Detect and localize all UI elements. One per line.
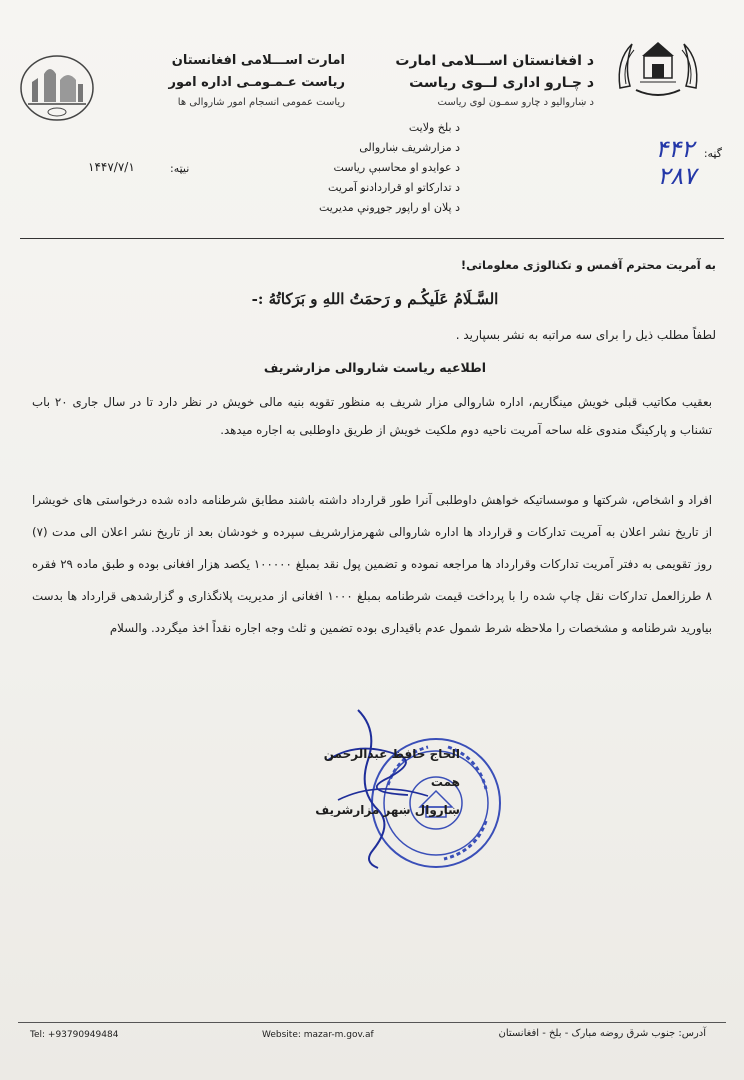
header-pashto-line1: د افغانستان اســـلامی امارت	[395, 53, 594, 69]
addressee: به آمریت محترم آفمس و تکنالوژی معلوماتی!	[460, 258, 716, 272]
emirate-emblem-icon	[610, 30, 706, 102]
footer-address: آدرس: جنوب شرق روضه مبارک - بلخ - افغانستان	[498, 1028, 706, 1039]
recipient-list	[270, 118, 460, 218]
header-divider	[20, 238, 724, 239]
recipient-line: د عوایدو او محاسبې ریاست	[333, 161, 460, 174]
body-paragraph-2: افراد و اشخاص، شرکتها و موسساتیکه خواهش داوطلبی آنرا طور قرارداد داشته باشند مطابق شرطنامه داده شده درخواستی های خویشرا از تاریخ نشر اعلان به آمریت تدارکات و قرارداد ها اداره شاروالی شهرمزارشریف سپرده و خودشان بعد از تاریخ نشر اعلان الی مدت (۷) روز تقویمی به دفتر آمریت تدارکات وقرارداد ها مراجعه نموده و تضمین پول نقد بمبلغ ۱۰۰۰۰۰ یکصد هزار افغانی بوده و طبق ماده ۲۹ فقره ۸ طرزالعمل تدارکات نقل چاپ شده را با پرداخت قیمت شرطنامه بمبلغ ۱۰۰۰ افغانی از مدیریت پلانگذاری و گزارشدهی قرارداد ها بدست بیاورید شرطنامه و مشخصات را ملاحظه شرط شمول عدم باقیداری بوده تضمین و ثلث وجه اجاره نقداً اخذ میگردد. والسلام	[32, 493, 713, 635]
date-label: نیټه:	[170, 162, 190, 175]
header-dari-line1: امارت اســـلامی افغانستان	[171, 53, 345, 68]
publication-request: لطفاً مطلب ذیل را برای سه مراتبه به نشر بسپارید .	[455, 328, 716, 342]
municipality-logo-icon	[18, 52, 96, 124]
body-paragraph-1: بعقیب مکاتیب قبلی خویش مینگاریم، اداره شاروالی مزار شریف به منظور تقویه بنیه مالی خویش در نظر دارد تا در سال جاری ۲۰ باب تشناب و پارکینگ مندوی غله ساحه آمریت ناحیه دوم ملکیت خویش از طریق داوطلبی به اجاره میدهد.	[32, 395, 713, 437]
signatory-name: الحاج حافظ عبدالرحمن همت	[323, 747, 460, 789]
header-dari	[145, 50, 345, 112]
number-value-handwritten: ۴۴۲	[655, 135, 694, 163]
header-pashto	[374, 50, 594, 112]
footer-tel: Tel: +93790949484	[30, 1030, 119, 1040]
number-value-handwritten-2: ۲۸۷	[657, 162, 696, 190]
date-value: ۱۴۴۷/۷/۱	[88, 160, 135, 174]
footer-divider	[18, 1022, 726, 1023]
notice-title: اطلاعیه ریاست شاروالی مزارشریف	[263, 360, 487, 375]
footer-website: Website: mazar-m.gov.af	[262, 1030, 374, 1040]
recipient-line: د تدارکاتو او قراردادنو آمریت	[328, 181, 460, 194]
signatory-title: ښاروال ښهر مزارشریف	[315, 803, 460, 817]
header-pashto-line3: د ښاروالیو د چارو سمـون لوی ریاست	[437, 97, 594, 108]
number-label: گڼه:	[703, 147, 722, 160]
recipient-line: د پلان او راپور جوړونې مدیریت	[318, 201, 460, 214]
salutation: السَّـلَامُ عَلَیکُـم و رَحمَتُ اللهِ و بَرَکاتُهُ :-	[251, 290, 499, 308]
header-dari-line3: ریاست عمومی انسجام امور شاروالی ها	[177, 97, 345, 108]
header-pashto-line2: د چـارو اداری لــوی ریاست	[409, 75, 594, 91]
signature-block	[300, 740, 460, 824]
recipient-line: د بلخ ولایت	[408, 121, 460, 134]
recipient-line: د مزارشریف ښاروالی	[359, 141, 460, 154]
header-dari-line2: ریاست عـمـومـی اداره امور	[168, 75, 345, 90]
